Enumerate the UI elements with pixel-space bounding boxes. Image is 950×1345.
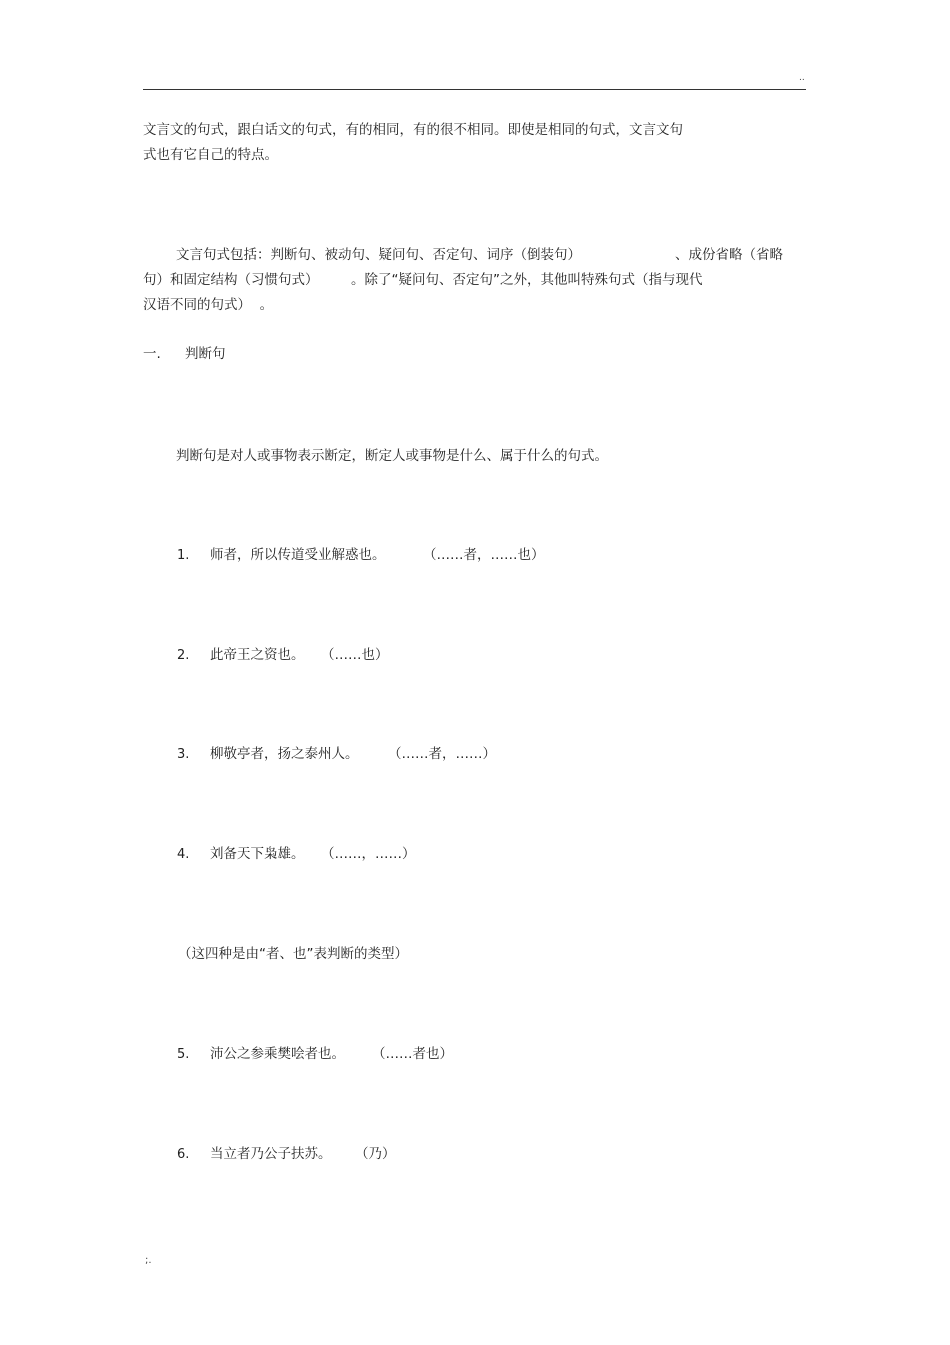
example-text: 当立者乃公子扶苏。 xyxy=(210,1146,332,1162)
summary-line-2b: 。除了“疑问句、否定句”之外，其他叫特殊句式（指与现代 xyxy=(351,272,703,288)
example-number: 1. xyxy=(177,548,190,563)
example-text: 柳敬亭者，扬之泰州人。 xyxy=(210,746,359,762)
example-number: 6. xyxy=(177,1147,190,1162)
footer-mark: ;. xyxy=(145,1255,152,1266)
summary-line-1b: 、成份省略（省略 xyxy=(675,247,783,263)
example-text: 此帝王之资也。 xyxy=(210,647,305,663)
example-number: 3. xyxy=(177,747,190,762)
example-pattern: （……者，……） xyxy=(388,746,496,762)
example-number: 4. xyxy=(177,847,190,862)
example-pattern: （……者也） xyxy=(372,1046,453,1062)
example-text: 刘备天下枭雄。 xyxy=(210,846,305,862)
example-number: 2. xyxy=(177,648,190,663)
header-mark: .. xyxy=(799,73,805,83)
section-number: 一. xyxy=(143,346,161,362)
example-pattern: （乃） xyxy=(355,1146,396,1162)
example-pattern: （……，……） xyxy=(321,846,416,862)
summary-line-2a: 句）和固定结构（习惯句式） xyxy=(143,272,319,288)
example-text: 沛公之参乘樊哙者也。 xyxy=(210,1046,345,1062)
intro-line-1: 文言文的句式，跟白话文的句式，有的相同，有的很不相同。即使是相同的句式，文言文句 xyxy=(143,122,683,138)
definition-text: 判断句是对人或事物表示断定，断定人或事物是什么、属于什么的句式。 xyxy=(176,448,608,464)
example-pattern: （……者，……也） xyxy=(423,547,545,563)
summary-line-1a: 文言句式包括：判断句、被动句、疑问句、否定句、词序（倒装句） xyxy=(176,247,581,263)
example-number: 5. xyxy=(177,1047,190,1062)
section-title: 判断句 xyxy=(185,346,226,362)
intro-line-2: 式也有它自己的特点。 xyxy=(143,147,278,163)
example-pattern: （……也） xyxy=(321,647,389,663)
example-text: 师者，所以传道受业解惑也。 xyxy=(210,547,386,563)
header-rule xyxy=(143,89,806,90)
type-note: （这四种是由“者、也”表判断的类型） xyxy=(178,946,408,962)
summary-line-3: 汉语不同的句式） 。 xyxy=(143,297,274,313)
